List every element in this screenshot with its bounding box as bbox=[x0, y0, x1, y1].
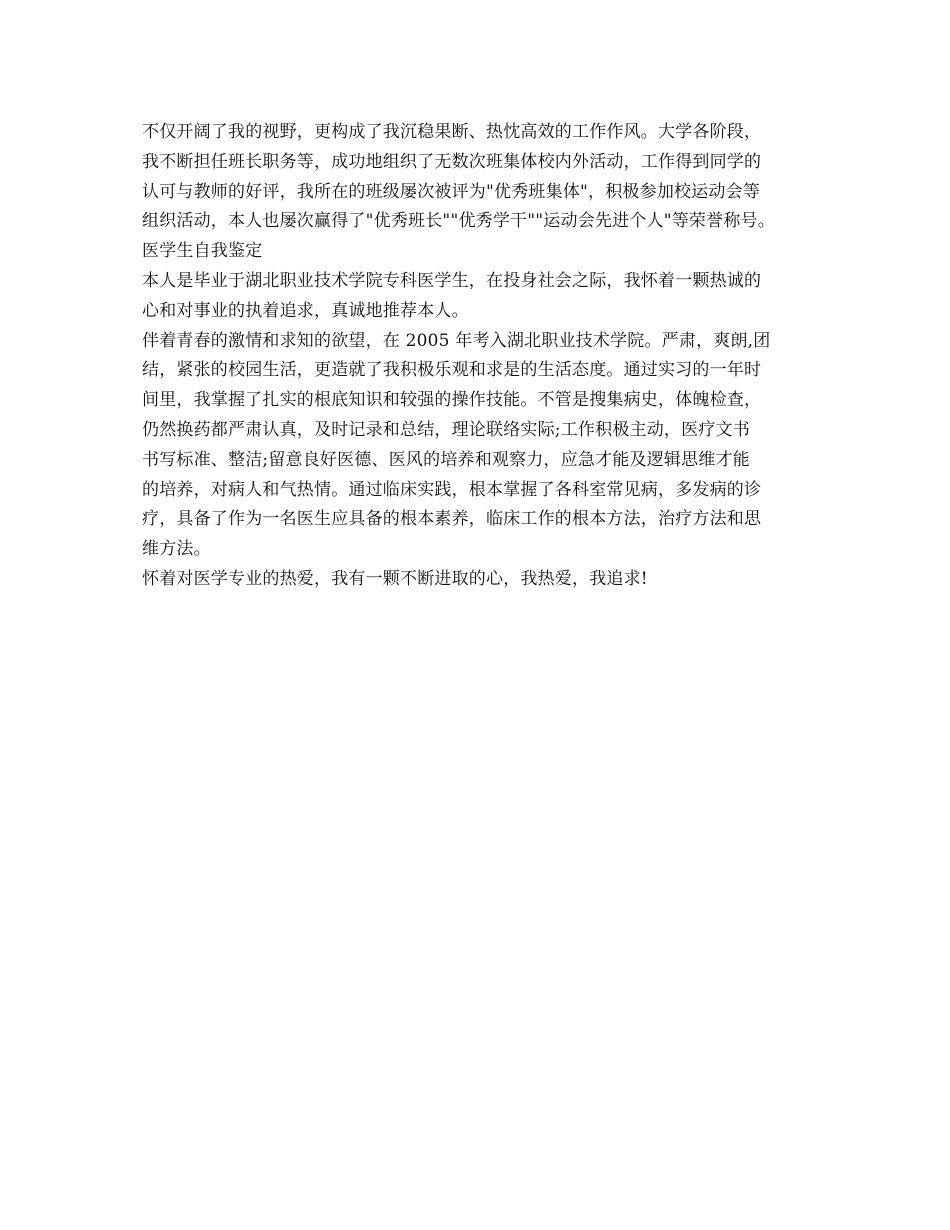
text-line: 不仅开阔了我的视野，更构成了我沉稳果断、热忱高效的工作作风。大学各阶段， bbox=[142, 122, 762, 142]
text-line: 组织活动，本人也屡次赢得了"优秀班长""优秀学干""运动会先进个人"等荣誉称号。 bbox=[142, 211, 775, 232]
text-line: 仍然换药都严肃认真，及时记录和总结，理论联络实际;工作积极主动，医疗文书 bbox=[142, 419, 750, 440]
section-heading: 医学生自我鉴定 bbox=[142, 241, 263, 262]
text-line: 认可与教师的好评，我所在的班级屡次被评为"优秀班集体"，积极参加校运动会等 bbox=[142, 181, 761, 202]
text-line: 心和对事业的执着追求，真诚地推荐本人。 bbox=[142, 300, 469, 321]
text-line: 间里，我掌握了扎实的根底知识和较强的操作技能。不管是搜集病史，体魄检查， bbox=[142, 390, 762, 411]
text-line: 我不断担任班长职务等，成功地组织了无数次班集体校内外活动，工作得到同学的 bbox=[142, 151, 762, 172]
document-body bbox=[142, 118, 832, 595]
text-line: 维方法。 bbox=[142, 539, 211, 560]
text-line: 疗，具备了作为一名医生应具备的根本素养，临床工作的根本方法，治疗方法和思 bbox=[142, 509, 762, 530]
text-line: 书写标准、整洁;留意良好医德、医风的培养和观察力，应急才能及逻辑思维才能 bbox=[142, 449, 750, 470]
text-line: 本人是毕业于湖北职业技术学院专科医学生，在投身社会之际，我怀着一颗热诚的 bbox=[142, 270, 762, 291]
text-line: 结，紧张的校园生活，更造就了我积极乐观和求是的生活态度。通过实习的一年时 bbox=[142, 360, 762, 381]
text-line: 怀着对医学专业的热爱，我有一颗不断进取的心，我热爱，我追求! bbox=[142, 568, 648, 589]
text-line: 伴着青春的激情和求知的欲望，在 2005 年考入湖北职业技术学院。严肃，爽朗,团 bbox=[142, 330, 771, 351]
text-line: 的培养，对病人和气热情。通过临床实践，根本掌握了各科室常见病，多发病的诊 bbox=[142, 479, 762, 500]
